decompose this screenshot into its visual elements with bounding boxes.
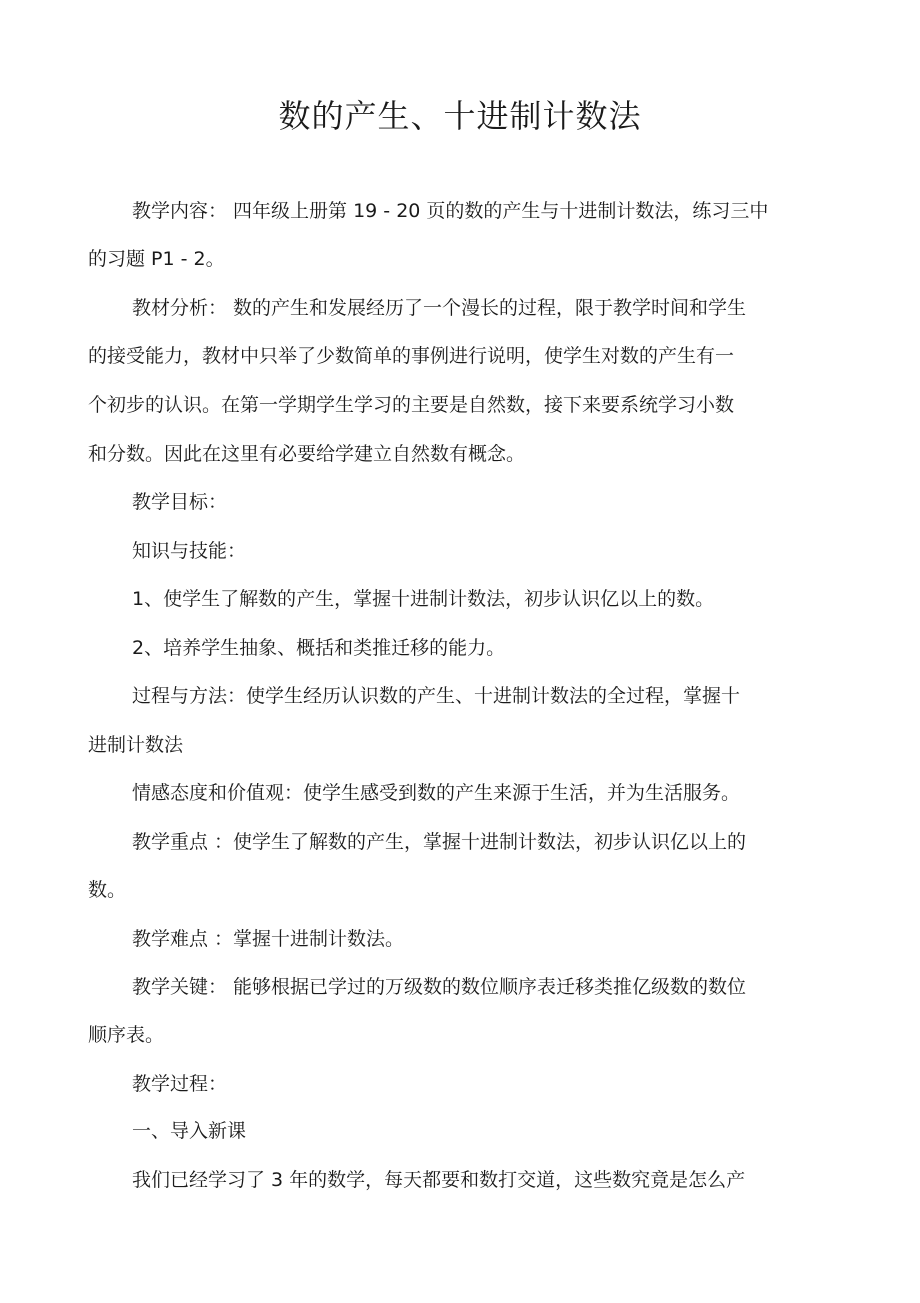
text-line: 和分数。因此在这里有必要给学建立自然数有概念。 — [88, 443, 526, 465]
section-heading: 一、导入新课 — [132, 1120, 247, 1142]
text-line: 进制计数法 — [88, 734, 184, 756]
section-heading: 教学目标： — [132, 491, 228, 513]
text-line: 顺序表。 — [88, 1024, 165, 1046]
section-heading: 知识与技能： — [132, 540, 247, 562]
text-line: 教学重点 ：使学生了解数的产生，掌握十进制计数法，初步认识亿以上的 — [132, 831, 747, 853]
list-item: 2、培养学生抽象、概括和类推迁移的能力。 — [132, 637, 506, 659]
text-line: 个初步的认识。在第一学期学生学习的主要是自然数，接下来要系统学习小数 — [88, 394, 735, 416]
text-line: 教学内容： 四年级上册第 19 - 20 页的数的产生与十进制计数法，练习三中 — [132, 200, 769, 222]
text-line: 的接受能力，教材中只举了少数简单的事例进行说明，使学生对数的产生有一 — [88, 345, 735, 367]
text-line: 教学难点 ：掌握十进制计数法。 — [132, 928, 405, 950]
section-heading: 教学过程： — [132, 1073, 228, 1095]
text-line: 教材分析： 数的产生和发展经历了一个漫长的过程，限于教学时间和学生 — [132, 297, 747, 319]
text-line: 我们已经学习了 3 年的数学，每天都要和数打交道，这些数究竟是怎么产 — [132, 1169, 746, 1191]
text-line: 过程与方法：使学生经历认识数的产生、十进制计数法的全过程，掌握十 — [132, 685, 741, 707]
text-line: 数。 — [88, 879, 127, 901]
list-item: 1、使学生了解数的产生，掌握十进制计数法，初步认识亿以上的数。 — [132, 588, 715, 610]
text-line: 情感态度和价值观：使学生感受到数的产生来源于生活，并为生活服务。 — [132, 782, 741, 804]
document-title: 数的产生、十进制计数法 — [278, 97, 642, 135]
text-line: 教学关键： 能够根据已学过的万级数的数位顺序表迁移类推亿级数的数位 — [132, 976, 747, 998]
text-line: 的习题 P1 - 2。 — [88, 248, 225, 270]
